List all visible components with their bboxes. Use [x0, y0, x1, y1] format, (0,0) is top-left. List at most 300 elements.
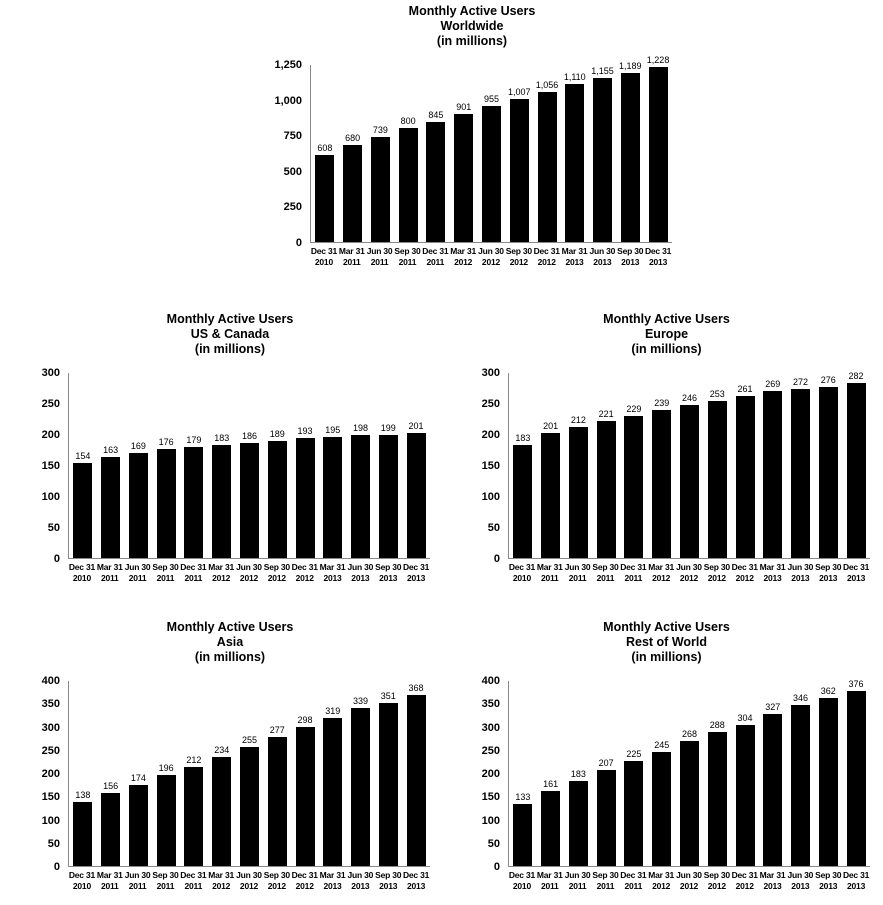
bar-slot	[787, 681, 815, 866]
bar	[296, 438, 315, 558]
x-axis-label	[508, 870, 536, 892]
bar-value-label: 199	[380, 422, 396, 433]
bar-slot	[208, 681, 236, 866]
bar	[593, 78, 612, 242]
x-axis	[310, 246, 672, 268]
x-axis-label-year: 2011	[128, 573, 147, 583]
x-axis-label	[152, 870, 180, 892]
bar-slot	[509, 373, 537, 558]
bar	[538, 92, 557, 242]
x-axis-label	[263, 562, 291, 584]
bar-value-label: 212	[570, 414, 586, 425]
x-axis-label-year: 2012	[652, 573, 671, 583]
bar	[407, 433, 426, 558]
bar-slot	[616, 60, 644, 242]
x-axis-label-date: Mar 31	[648, 562, 674, 572]
bar-slot	[236, 681, 264, 866]
y-axis	[20, 367, 68, 565]
x-axis-label-year: 2010	[314, 257, 333, 267]
bar-value-label: 234	[214, 745, 230, 756]
bar	[736, 396, 755, 558]
x-axis-label	[402, 870, 430, 892]
y-axis-tick-label: 50	[487, 522, 500, 534]
y-axis-tick-label: 50	[47, 522, 60, 534]
bar-value-label: 193	[297, 426, 313, 437]
bar	[624, 761, 643, 866]
bar-slot	[565, 681, 593, 866]
chart-title-line: Rest of World	[625, 635, 708, 649]
chart-title	[450, 620, 883, 665]
bar-value-label: 272	[793, 377, 809, 388]
x-axis-label-date: Dec 31	[402, 562, 430, 572]
bar-value-label: 174	[130, 773, 146, 784]
x-axis-label	[731, 562, 759, 584]
x-axis-label-year: 2013	[593, 257, 612, 267]
bar	[597, 421, 616, 558]
x-axis-label	[374, 562, 402, 584]
bar-value-label: 253	[709, 389, 725, 400]
x-axis-label-date: Mar 31	[319, 562, 346, 572]
chart-body	[450, 675, 883, 873]
x-axis-label-date: Mar 31	[536, 562, 563, 572]
x-axis-label	[319, 562, 347, 584]
x-axis-label-date: Sep 30	[152, 870, 179, 880]
bar	[343, 145, 362, 242]
x-axis-label-date: Jun 30	[347, 870, 374, 880]
bar-value-label: 276	[820, 374, 836, 385]
x-axis-label-date: Mar 31	[319, 870, 346, 880]
x-axis-label-date: Jun 30	[478, 246, 504, 256]
bar	[268, 737, 287, 866]
x-axis-label	[96, 562, 124, 584]
x-axis-label-date: Sep 30	[375, 870, 402, 880]
y-axis-tick-label: 100	[41, 814, 60, 827]
bar-value-label: 1,056	[535, 79, 559, 90]
y-axis-tick-label: 0	[295, 237, 302, 249]
x-axis-label-year: 2012	[679, 573, 699, 583]
bar	[541, 791, 560, 866]
y-axis-tick-label: 200	[481, 429, 500, 441]
x-axis-label-year: 2013	[406, 573, 426, 583]
bar	[708, 401, 727, 558]
bar-value-label: 229	[626, 404, 642, 415]
bar-value-label: 901	[456, 101, 472, 112]
x-axis-label-year: 2011	[184, 881, 203, 891]
bar-value-label: 245	[654, 740, 670, 751]
y-axis-tick-label: 50	[487, 837, 500, 850]
y-axis-tick-label: 150	[481, 791, 500, 804]
y-axis-tick-label: 0	[493, 553, 500, 565]
bar-slot	[644, 55, 672, 242]
x-axis-label	[394, 246, 422, 268]
x-axis-label-date: Jun 30	[124, 562, 151, 572]
bar-slot	[450, 65, 478, 242]
x-axis-label-date: Dec 31	[842, 562, 870, 572]
bar-value-label: 186	[241, 430, 257, 441]
x-axis-label	[561, 246, 589, 268]
x-axis-label	[207, 562, 235, 584]
x-axis-label-year: 2012	[454, 257, 473, 267]
bar	[407, 695, 426, 866]
x-axis-label	[564, 870, 592, 892]
y-axis-tick-label: 400	[481, 675, 500, 687]
x-axis-label	[449, 246, 477, 268]
bar-value-label: 304	[737, 712, 753, 723]
bar	[513, 445, 532, 558]
x-axis-label-year: 2011	[342, 257, 361, 267]
x-axis-label	[477, 246, 505, 268]
chart-title-line: US & Canada	[190, 327, 270, 341]
x-axis-label-date: Sep 30	[263, 870, 290, 880]
bar-slot	[676, 681, 704, 866]
x-axis-label-year: 2011	[100, 881, 119, 891]
y-axis-tick-label: 200	[41, 768, 60, 780]
bar-slot	[648, 373, 676, 558]
x-axis-label-year: 2012	[295, 573, 314, 583]
bar-value-label: 189	[269, 428, 285, 439]
x-axis-label-date: Jun 30	[787, 870, 814, 880]
x-axis-label-date: Dec 31	[291, 562, 318, 572]
bar	[240, 747, 259, 866]
x-axis-label-year: 2011	[398, 257, 417, 267]
x-axis-label-year: 2012	[212, 881, 231, 891]
y-axis-tick-label: 150	[41, 791, 60, 804]
bar	[73, 802, 92, 866]
x-axis-label	[842, 870, 870, 892]
y-axis-tick-label: 250	[41, 744, 60, 757]
bar	[323, 718, 342, 866]
x-axis-label-year: 2010	[72, 881, 91, 891]
bar	[847, 691, 866, 866]
bar-slot	[589, 65, 617, 242]
bar-value-label: 183	[515, 432, 531, 443]
bar-value-label: 845	[428, 109, 444, 120]
bar-slot	[69, 681, 97, 866]
x-axis-label-year: 2012	[212, 573, 231, 583]
bar-value-label: 376	[848, 679, 864, 690]
y-axis-tick-label: 300	[41, 367, 60, 379]
x-axis-label-year: 2012	[267, 881, 286, 891]
bar	[73, 463, 92, 558]
bar	[624, 416, 643, 558]
plot-area	[310, 55, 672, 243]
bar-slot	[814, 373, 842, 558]
bar-slot	[509, 681, 537, 866]
x-axis-label	[310, 246, 338, 268]
x-axis-label-year: 2013	[379, 573, 398, 583]
chart-title-line: Monthly Active Users	[603, 312, 730, 326]
x-axis-label-year: 2011	[370, 257, 389, 267]
y-axis-tick-label: 300	[481, 367, 500, 379]
bar-value-label: 255	[241, 735, 257, 746]
x-axis	[68, 870, 430, 892]
x-axis-label	[235, 870, 263, 892]
x-axis-label	[619, 562, 647, 584]
bar-slot	[703, 373, 731, 558]
bar	[597, 770, 616, 866]
bar-value-label: 608	[317, 143, 333, 154]
x-axis-label-year: 2012	[735, 881, 754, 891]
x-axis-label-date: Mar 31	[338, 246, 365, 256]
bar-slot	[367, 65, 395, 242]
x-axis-label-date: Mar 31	[208, 562, 234, 572]
x-axis-label-date: Jun 30	[787, 562, 814, 572]
x-axis-label-year: 2013	[379, 881, 398, 891]
x-axis-label-date: Mar 31	[536, 870, 563, 880]
x-axis-label-date: Dec 31	[402, 870, 430, 880]
bar-value-label: 351	[380, 690, 396, 701]
x-axis-label-date: Dec 31	[533, 246, 560, 256]
bar-slot	[374, 681, 402, 866]
x-axis-label-date: Dec 31	[422, 246, 449, 256]
bar	[736, 725, 755, 866]
x-axis-label-date: Jun 30	[564, 562, 591, 572]
x-axis-label-date: Dec 31	[68, 870, 96, 880]
y-axis-tick-label: 250	[283, 201, 302, 214]
x-axis-label-date: Dec 31	[310, 246, 338, 256]
x-axis-label-date: Sep 30	[617, 246, 644, 256]
y-axis	[262, 59, 310, 249]
bar	[763, 391, 782, 558]
bar	[426, 122, 445, 242]
x-axis-label-year: 2012	[707, 573, 726, 583]
bar-value-label: 1,007	[507, 86, 531, 97]
bar-slot	[422, 65, 450, 242]
bar-value-label: 1,228	[646, 55, 670, 66]
plot-area	[508, 681, 870, 867]
x-axis-label	[421, 246, 449, 268]
y-axis-tick-label: 50	[47, 837, 60, 850]
bar	[847, 383, 866, 558]
x-axis-label-year: 2011	[568, 573, 587, 583]
bar-slot	[537, 681, 565, 866]
bar-value-label: 183	[570, 768, 586, 779]
x-axis-label	[536, 870, 564, 892]
bar-value-label: 169	[130, 441, 146, 452]
x-axis-label-year: 2011	[426, 257, 445, 267]
bar-value-label: 201	[543, 421, 559, 432]
x-axis-label-year: 2013	[791, 881, 810, 891]
x-axis-label-year: 2013	[791, 573, 810, 583]
x-axis-label	[842, 562, 870, 584]
bar-value-label: 327	[765, 701, 781, 712]
chart-title-line: Worldwide	[440, 19, 504, 33]
y-axis-tick-label: 1,000	[274, 94, 302, 107]
x-axis-label-date: Dec 31	[731, 562, 758, 572]
x-axis-label	[402, 562, 430, 584]
chart-title-line: (in millions)	[631, 342, 702, 356]
x-axis-label-date: Dec 31	[508, 870, 536, 880]
y-axis-tick-label: 1,250	[274, 59, 302, 71]
y-axis-tick-label: 150	[481, 460, 500, 472]
bar	[212, 445, 231, 558]
chart-title-line: Monthly Active Users	[408, 4, 536, 18]
bar-slot	[180, 373, 208, 558]
bar	[351, 435, 370, 558]
x-axis-label-date: Jun 30	[676, 562, 702, 572]
x-axis-label-year: 2012	[537, 257, 556, 267]
x-axis-label	[592, 870, 620, 892]
bar	[101, 457, 120, 558]
x-axis-label-date: Mar 31	[759, 870, 786, 880]
x-axis-label-date: Jun 30	[676, 870, 702, 880]
bar-slot	[319, 681, 347, 866]
bar	[379, 703, 398, 866]
x-axis-label-date: Sep 30	[394, 246, 421, 256]
chart-us-canada	[10, 312, 450, 584]
bar-value-label: 277	[269, 725, 285, 736]
x-axis-label-year: 2013	[763, 881, 782, 891]
bar	[399, 128, 418, 242]
y-axis-tick-label: 350	[41, 698, 60, 711]
bar-slot	[537, 373, 565, 558]
bar-slot	[842, 681, 870, 866]
bar-slot	[676, 373, 704, 558]
bar	[791, 705, 810, 866]
chart-body	[10, 675, 450, 873]
x-axis-label	[124, 562, 152, 584]
x-axis-label	[235, 562, 263, 584]
x-axis-label	[786, 562, 814, 584]
x-axis-label-year: 2013	[406, 881, 426, 891]
chart-title-line: (in millions)	[436, 34, 508, 48]
x-axis-label	[588, 246, 616, 268]
chart-title-line: Asia	[216, 635, 244, 649]
x-axis-label-date: Mar 31	[561, 246, 588, 256]
bar	[708, 732, 727, 866]
bar	[621, 73, 640, 242]
x-axis-label	[152, 562, 180, 584]
x-axis-label	[291, 562, 319, 584]
x-axis-label-date: Sep 30	[152, 562, 179, 572]
x-axis-label-date: Jun 30	[564, 870, 591, 880]
x-axis-label	[319, 870, 347, 892]
bar	[541, 433, 560, 558]
bar	[129, 453, 148, 558]
x-axis-label	[759, 562, 787, 584]
chart-europe	[450, 312, 883, 584]
bar-value-label: 212	[186, 755, 202, 766]
bar-value-label: 1,155	[591, 65, 614, 76]
x-axis-label-date: Sep 30	[592, 870, 619, 880]
bar-slot	[565, 373, 593, 558]
x-axis-label-year: 2013	[819, 573, 838, 583]
x-axis-label	[508, 562, 536, 584]
chart-asia	[10, 620, 450, 892]
x-axis-label	[263, 870, 291, 892]
bar-slot	[339, 65, 367, 242]
x-axis-label-year: 2011	[540, 573, 559, 583]
bar-slot	[759, 373, 787, 558]
bar	[510, 99, 529, 242]
x-axis-label-year: 2012	[679, 881, 699, 891]
bar-slot	[402, 681, 430, 866]
x-axis-label	[786, 870, 814, 892]
x-axis-label	[374, 870, 402, 892]
x-axis-label-date: Dec 31	[508, 562, 536, 572]
bar	[763, 714, 782, 866]
x-axis-label-date: Dec 31	[620, 562, 647, 572]
x-axis-label-year: 2013	[819, 881, 838, 891]
x-axis-label	[703, 870, 731, 892]
x-axis-label-year: 2012	[509, 257, 528, 267]
bar-value-label: 154	[75, 450, 91, 461]
bar	[101, 793, 120, 866]
x-axis-label-date: Sep 30	[703, 870, 730, 880]
y-axis-tick-label: 150	[41, 460, 60, 472]
bar-slot	[374, 373, 402, 558]
x-axis-label	[703, 562, 731, 584]
bar	[315, 155, 334, 242]
x-axis	[508, 870, 870, 892]
plot-area	[68, 373, 430, 559]
x-axis-label	[644, 246, 672, 268]
x-axis-label	[731, 870, 759, 892]
bar-value-label: 246	[681, 393, 697, 404]
x-axis-label	[366, 246, 394, 268]
x-axis-label-year: 2012	[652, 881, 671, 891]
x-axis-label-date: Mar 31	[96, 562, 123, 572]
x-axis-label-year: 2010	[512, 881, 531, 891]
x-axis-label-date: Sep 30	[703, 562, 730, 572]
bar-slot	[180, 681, 208, 866]
x-axis-label-year: 2011	[596, 573, 615, 583]
x-axis-label-year: 2012	[239, 881, 259, 891]
bar-slot	[703, 681, 731, 866]
y-axis	[460, 367, 508, 565]
bar-value-label: 368	[408, 682, 424, 693]
bar-value-label: 362	[820, 685, 836, 696]
x-axis-label	[505, 246, 533, 268]
y-axis-tick-label: 750	[283, 130, 302, 143]
bar-slot	[311, 65, 339, 242]
bar-slot	[319, 373, 347, 558]
y-axis-tick-label: 0	[493, 861, 500, 873]
x-axis-label-year: 2013	[621, 257, 640, 267]
bar	[791, 389, 810, 558]
x-axis	[508, 562, 870, 584]
bar	[819, 387, 838, 558]
x-axis-label	[759, 870, 787, 892]
x-axis-label-date: Sep 30	[263, 562, 290, 572]
bar-value-label: 800	[400, 116, 416, 127]
chart-title	[450, 312, 883, 357]
bar-slot	[263, 681, 291, 866]
x-axis-label-date: Jun 30	[347, 562, 374, 572]
x-axis-label-year: 2012	[707, 881, 726, 891]
x-axis-label-date: Dec 31	[731, 870, 758, 880]
bar	[680, 741, 699, 866]
bar-value-label: 201	[408, 421, 424, 432]
x-axis-label-date: Sep 30	[592, 562, 619, 572]
x-axis-label	[592, 562, 620, 584]
bar	[240, 443, 259, 558]
x-axis-label	[179, 870, 207, 892]
bar-value-label: 680	[345, 133, 361, 144]
bar-value-label: 346	[793, 693, 809, 704]
bar-slot	[842, 373, 870, 558]
x-axis-label-date: Dec 31	[644, 246, 672, 256]
x-axis-label-year: 2011	[156, 881, 175, 891]
y-axis-tick-label: 200	[41, 429, 60, 441]
bar	[565, 84, 584, 242]
bar-value-label: 221	[598, 408, 614, 419]
chart-title-line: Europe	[644, 327, 689, 341]
x-axis-label-date: Dec 31	[291, 870, 318, 880]
bar	[680, 405, 699, 558]
x-axis-label	[619, 870, 647, 892]
y-axis-tick-label: 100	[481, 814, 500, 827]
